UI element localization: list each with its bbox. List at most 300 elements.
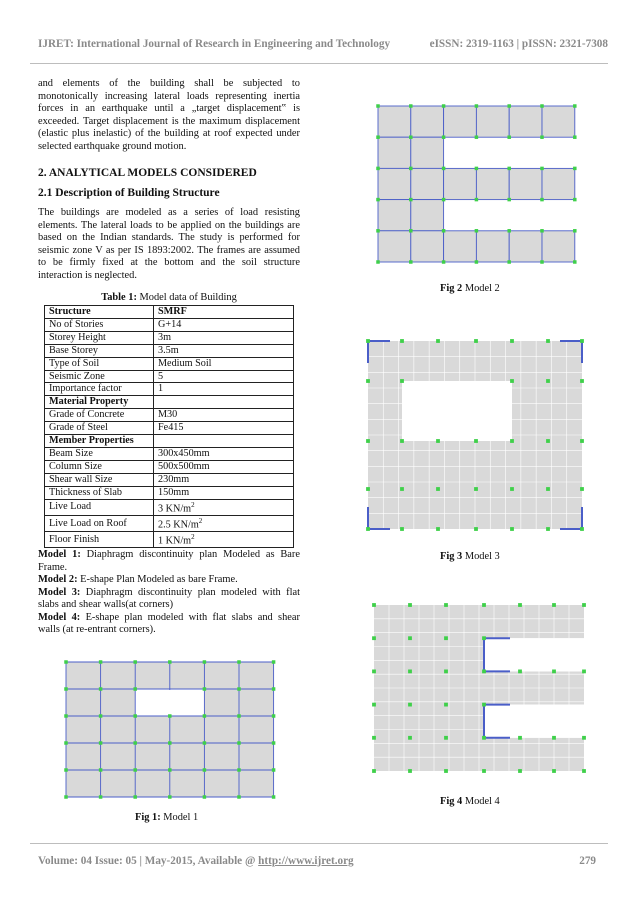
table-row xyxy=(45,344,294,357)
table-cell-value xyxy=(154,435,294,448)
slab-panel xyxy=(476,106,509,137)
table-row xyxy=(45,532,294,548)
table-value-text: 150mm xyxy=(158,486,190,498)
table-cell-property: Structure xyxy=(45,306,154,319)
slab-panel xyxy=(378,106,411,137)
model-text: E-shape plan modeled with flat slabs and shear walls (at re-entrant corners). xyxy=(38,611,300,635)
e-notch xyxy=(484,705,586,738)
column-node xyxy=(573,198,577,202)
column-node xyxy=(444,670,448,674)
table-row xyxy=(45,318,294,331)
table-cell-value xyxy=(154,318,294,331)
column-node xyxy=(580,487,584,491)
column-node xyxy=(507,135,511,139)
slab-opening xyxy=(136,690,203,715)
column-node xyxy=(408,736,412,740)
column-node xyxy=(580,379,584,383)
column-node xyxy=(540,260,544,264)
running-footer xyxy=(38,855,596,867)
column-node xyxy=(99,768,103,772)
column-node xyxy=(482,603,486,607)
table-value-text: Medium Soil xyxy=(158,357,212,369)
table-value-text: 500x500mm xyxy=(158,460,210,472)
column-node xyxy=(237,687,241,691)
e-notch xyxy=(484,638,586,671)
slab-panel xyxy=(411,106,444,137)
column-node xyxy=(507,104,511,108)
column-node xyxy=(133,741,137,745)
column-node xyxy=(475,260,479,264)
issn: eISSN: 2319-1163 | pISSN: 2321-7308 xyxy=(429,38,608,50)
column-node xyxy=(436,527,440,531)
table-value-text: Fe415 xyxy=(158,422,184,434)
column-node xyxy=(436,339,440,343)
column-node xyxy=(203,687,207,691)
column-node xyxy=(442,198,446,202)
column-node xyxy=(444,636,448,640)
column-node xyxy=(482,636,486,640)
table-cell-value xyxy=(154,515,294,531)
column-node xyxy=(400,439,404,443)
model-description xyxy=(38,574,300,587)
table-row xyxy=(45,357,294,370)
column-node xyxy=(474,439,478,443)
column-node xyxy=(546,527,550,531)
column-node xyxy=(400,339,404,343)
column-node xyxy=(582,670,586,674)
table-cell-property: Storey Height xyxy=(45,331,154,344)
table-cell-property: Base Storey xyxy=(45,344,154,357)
column-node xyxy=(546,379,550,383)
table-row xyxy=(45,331,294,344)
column-node xyxy=(573,229,577,233)
column-node xyxy=(442,104,446,108)
table-value-text: 2.5 KN/m xyxy=(158,519,199,531)
column-node xyxy=(474,527,478,531)
intro-block xyxy=(38,78,300,154)
column-node xyxy=(409,198,413,202)
column-node xyxy=(518,769,522,773)
column-node xyxy=(482,736,486,740)
column-node xyxy=(507,167,511,171)
column-node xyxy=(482,769,486,773)
column-node xyxy=(444,769,448,773)
table-cell-value xyxy=(154,460,294,473)
column-node xyxy=(408,769,412,773)
column-node xyxy=(64,741,68,745)
table-row xyxy=(45,515,294,531)
table-cell-property: Beam Size xyxy=(45,447,154,460)
column-node xyxy=(436,439,440,443)
table-row xyxy=(45,473,294,486)
table-value-text: M30 xyxy=(158,409,178,421)
slab-panel xyxy=(378,137,411,168)
table-cell-value xyxy=(154,532,294,548)
column-node xyxy=(133,768,137,772)
column-node xyxy=(475,167,479,171)
column-node xyxy=(237,741,241,745)
model-description xyxy=(38,549,300,574)
table-cell-property: Seismic Zone xyxy=(45,370,154,383)
column-node xyxy=(64,714,68,718)
fig3-caption xyxy=(440,551,500,562)
table-value-text: G+14 xyxy=(158,318,182,330)
column-node xyxy=(64,768,68,772)
table-caption-label: Table 1: xyxy=(101,292,137,303)
column-node xyxy=(510,339,514,343)
fig1-caption-label: Fig 1: xyxy=(135,812,161,823)
slab-panel xyxy=(542,231,575,262)
table-cell-value xyxy=(154,370,294,383)
column-node xyxy=(400,527,404,531)
column-node xyxy=(582,769,586,773)
column-node xyxy=(540,229,544,233)
column-node xyxy=(133,795,137,799)
column-node xyxy=(540,104,544,108)
slab-panel xyxy=(378,231,411,262)
slab-panel xyxy=(378,168,411,199)
column-node xyxy=(372,703,376,707)
column-node xyxy=(237,714,241,718)
column-node xyxy=(99,660,103,664)
fig4-caption-label: Fig 4 xyxy=(440,796,463,807)
model-description xyxy=(38,587,300,612)
header-rule xyxy=(30,63,608,64)
column-node xyxy=(580,527,584,531)
column-node xyxy=(203,714,207,718)
column-node xyxy=(507,198,511,202)
column-node xyxy=(237,660,241,664)
column-node xyxy=(366,487,370,491)
intro-paragraph: and elements of the building shall be subjected to monotonically increasing lateral loads representing inertia forces in an earthquake until a „target displacement‟ is exceeded. Target displacement is the maximum displacement (elastic plus inelastic) of the building at roof expected under selected earthquake ground motion. xyxy=(38,78,300,152)
fig2-caption-label: Fig 2 xyxy=(440,283,463,294)
column-node xyxy=(372,769,376,773)
column-node xyxy=(540,135,544,139)
column-node xyxy=(552,769,556,773)
table-cell-value xyxy=(154,357,294,370)
column-node xyxy=(376,167,380,171)
column-node xyxy=(546,487,550,491)
column-node xyxy=(552,603,556,607)
column-node xyxy=(203,768,207,772)
table-cell-value xyxy=(154,486,294,499)
slab-panel xyxy=(476,168,509,199)
column-node xyxy=(518,736,522,740)
column-node xyxy=(372,736,376,740)
table-cell-property: No of Stories xyxy=(45,318,154,331)
column-node xyxy=(408,670,412,674)
column-node xyxy=(408,703,412,707)
table-cell-property: Material Property xyxy=(45,396,154,409)
column-node xyxy=(408,636,412,640)
column-node xyxy=(582,736,586,740)
column-node xyxy=(540,198,544,202)
section-heading: 2. ANALYTICAL MODELS CONSIDERED xyxy=(38,167,257,179)
table-cell-value xyxy=(154,331,294,344)
column-node xyxy=(168,795,172,799)
slab-panel xyxy=(411,168,444,199)
table-cell-property: Type of Soil xyxy=(45,357,154,370)
column-node xyxy=(366,379,370,383)
column-node xyxy=(133,714,137,718)
journal-name: IJRET: International Journal of Research in Engineering and Technology xyxy=(38,38,391,50)
column-node xyxy=(372,636,376,640)
table-value-text: 1 xyxy=(158,383,164,395)
column-node xyxy=(366,439,370,443)
footer-volume-text: Volume: 04 Issue: 05 | May-2015, Available @ xyxy=(38,855,259,867)
column-node xyxy=(409,229,413,233)
column-node xyxy=(475,229,479,233)
fig3-caption-text: Model 3 xyxy=(462,551,500,562)
column-node xyxy=(444,603,448,607)
table-cell-property: Floor Finish xyxy=(45,532,154,548)
column-node xyxy=(133,660,137,664)
column-node xyxy=(552,736,556,740)
column-node xyxy=(507,260,511,264)
column-node xyxy=(64,660,68,664)
table-cell-value xyxy=(154,499,294,515)
slab-panel xyxy=(411,137,444,168)
table-row xyxy=(45,447,294,460)
column-node xyxy=(272,714,276,718)
column-node xyxy=(372,603,376,607)
model-label: Model 4: xyxy=(38,611,81,623)
table-row xyxy=(45,499,294,515)
slab-panel xyxy=(542,168,575,199)
fig1-plan-model-1 xyxy=(60,655,300,805)
column-node xyxy=(272,768,276,772)
column-node xyxy=(436,487,440,491)
model-label: Model 2: xyxy=(38,574,78,585)
column-node xyxy=(573,104,577,108)
column-node xyxy=(474,487,478,491)
table-caption xyxy=(38,292,300,303)
table-row xyxy=(45,422,294,435)
column-node xyxy=(376,135,380,139)
column-node xyxy=(203,741,207,745)
table-row xyxy=(45,370,294,383)
table-row xyxy=(45,409,294,422)
column-node xyxy=(540,167,544,171)
column-node xyxy=(376,104,380,108)
column-node xyxy=(507,229,511,233)
table-value-text: 3m xyxy=(158,331,172,343)
table-cell-property: Thickness of Slab xyxy=(45,486,154,499)
fig4-caption-text: Model 4 xyxy=(462,796,500,807)
table-row xyxy=(45,383,294,396)
column-node xyxy=(444,703,448,707)
slab-panel xyxy=(444,168,477,199)
column-node xyxy=(272,795,276,799)
description-paragraph: The buildings are modeled as a series of load resisting elements. The lateral loads to be applied on the buildings are based on the Indian standards. The study is performed for seismic zone V as per IS 1893:2002. The frames are assumed to be firmly fixed at the bottom and the soil structure interaction is neglected. xyxy=(38,207,300,281)
column-node xyxy=(546,339,550,343)
column-node xyxy=(272,741,276,745)
table-row xyxy=(45,486,294,499)
table-value-text: 230mm xyxy=(158,473,190,485)
footer-rule xyxy=(30,843,608,844)
column-node xyxy=(573,260,577,264)
column-node xyxy=(99,741,103,745)
table-caption-text: Model data of Building xyxy=(136,292,237,303)
column-node xyxy=(510,379,514,383)
column-node xyxy=(409,260,413,264)
table-value-text: 3.5m xyxy=(158,344,179,356)
model-data-table xyxy=(44,305,294,548)
table-cell-property: Grade of Steel xyxy=(45,422,154,435)
running-header xyxy=(38,38,608,50)
table-cell-value xyxy=(154,409,294,422)
slab-panel xyxy=(411,200,444,231)
column-node xyxy=(400,379,404,383)
table-value-text: 3 KN/m xyxy=(158,502,192,514)
fig4-caption xyxy=(440,796,500,807)
column-node xyxy=(518,670,522,674)
column-node xyxy=(203,660,207,664)
column-node xyxy=(552,670,556,674)
column-node xyxy=(408,603,412,607)
fig1-caption-text: Model 1 xyxy=(160,812,199,823)
column-node xyxy=(376,229,380,233)
table-cell-value xyxy=(154,344,294,357)
footer-volume xyxy=(38,855,354,867)
column-node xyxy=(400,487,404,491)
column-node xyxy=(272,687,276,691)
column-node xyxy=(168,768,172,772)
table-cell-property: Grade of Concrete xyxy=(45,409,154,422)
slab-panel xyxy=(509,106,542,137)
column-node xyxy=(442,260,446,264)
column-node xyxy=(510,487,514,491)
column-node xyxy=(444,736,448,740)
unit-superscript: 2 xyxy=(198,516,203,525)
column-node xyxy=(99,714,103,718)
table-cell-value xyxy=(154,383,294,396)
column-node xyxy=(409,135,413,139)
table-row xyxy=(45,306,294,319)
column-node xyxy=(474,339,478,343)
fig4-plan-model-4 xyxy=(366,597,590,779)
column-node xyxy=(546,439,550,443)
column-node xyxy=(409,104,413,108)
column-node xyxy=(482,703,486,707)
table-cell-property: Shear wall Size xyxy=(45,473,154,486)
table-cell-value xyxy=(154,422,294,435)
table-cell-property: Importance factor xyxy=(45,383,154,396)
page-number: 279 xyxy=(579,855,596,867)
column-node xyxy=(237,795,241,799)
table-cell-property: Live Load on Roof xyxy=(45,515,154,531)
column-node xyxy=(203,795,207,799)
column-node xyxy=(573,167,577,171)
slab-panel xyxy=(476,231,509,262)
fig2-caption xyxy=(440,283,500,294)
slab-opening xyxy=(402,381,512,441)
table-row xyxy=(45,460,294,473)
column-node xyxy=(99,687,103,691)
column-node xyxy=(64,687,68,691)
column-node xyxy=(442,229,446,233)
column-node xyxy=(573,135,577,139)
table-cell-value xyxy=(154,447,294,460)
column-node xyxy=(475,198,479,202)
column-node xyxy=(510,527,514,531)
column-node xyxy=(376,198,380,202)
fig2-caption-text: Model 2 xyxy=(462,283,500,294)
column-node xyxy=(376,260,380,264)
table-value-text: SMRF xyxy=(158,306,187,317)
slab-panel xyxy=(411,231,444,262)
table-value-text: 5 xyxy=(158,370,164,382)
model-text: Diaphragm discontinuity plan modeled with flat slabs and shear walls(at corners) xyxy=(38,586,300,610)
column-node xyxy=(168,741,172,745)
table-value-text: 300x450mm xyxy=(158,447,210,459)
column-node xyxy=(510,439,514,443)
column-node xyxy=(475,104,479,108)
column-node xyxy=(580,439,584,443)
slab-panel xyxy=(509,231,542,262)
slab-panel xyxy=(509,168,542,199)
subsection-heading: 2.1 Description of Building Structure xyxy=(38,187,220,199)
slab-panel xyxy=(444,106,477,137)
column-node xyxy=(168,660,172,664)
table-cell-property: Column Size xyxy=(45,460,154,473)
table-cell-property: Live Load xyxy=(45,499,154,515)
slab-panel xyxy=(378,200,411,231)
fig3-plan-model-3 xyxy=(362,335,590,535)
column-node xyxy=(580,339,584,343)
column-node xyxy=(366,339,370,343)
fig3-caption-label: Fig 3 xyxy=(440,551,463,562)
column-node xyxy=(442,135,446,139)
column-node xyxy=(237,768,241,772)
model-text: Diaphragm discontinuity plan Modeled as Bare Frame. xyxy=(38,549,300,573)
table-value-text: 1 KN/m xyxy=(158,535,192,547)
table-cell-property: Member Properties xyxy=(45,435,154,448)
model-text: E-shape Plan Modeled as bare Frame. xyxy=(77,574,238,585)
model-label: Model 1: xyxy=(38,549,81,560)
column-node xyxy=(272,660,276,664)
slab-panel xyxy=(542,106,575,137)
table-cell-value xyxy=(154,306,294,319)
model-list xyxy=(38,549,300,637)
column-node xyxy=(518,603,522,607)
description-block xyxy=(38,207,300,283)
fig1-caption xyxy=(135,812,198,823)
column-node xyxy=(64,795,68,799)
unit-superscript: 2 xyxy=(191,500,195,509)
column-node xyxy=(168,714,172,718)
model-description xyxy=(38,612,300,637)
fig2-plan-model-2 xyxy=(372,100,584,270)
column-node xyxy=(409,167,413,171)
column-node xyxy=(475,135,479,139)
model-label: Model 3: xyxy=(38,586,81,598)
column-node xyxy=(482,670,486,674)
column-node xyxy=(372,670,376,674)
unit-superscript: 2 xyxy=(191,533,195,542)
table-cell-value xyxy=(154,396,294,409)
column-node xyxy=(582,603,586,607)
table-row xyxy=(45,396,294,409)
column-node xyxy=(366,527,370,531)
column-node xyxy=(133,687,137,691)
column-node xyxy=(442,167,446,171)
table-cell-value xyxy=(154,473,294,486)
slab-panel xyxy=(444,231,477,262)
column-node xyxy=(99,795,103,799)
table-row xyxy=(45,435,294,448)
footer-link[interactable]: http://www.ijret.org xyxy=(258,855,354,867)
